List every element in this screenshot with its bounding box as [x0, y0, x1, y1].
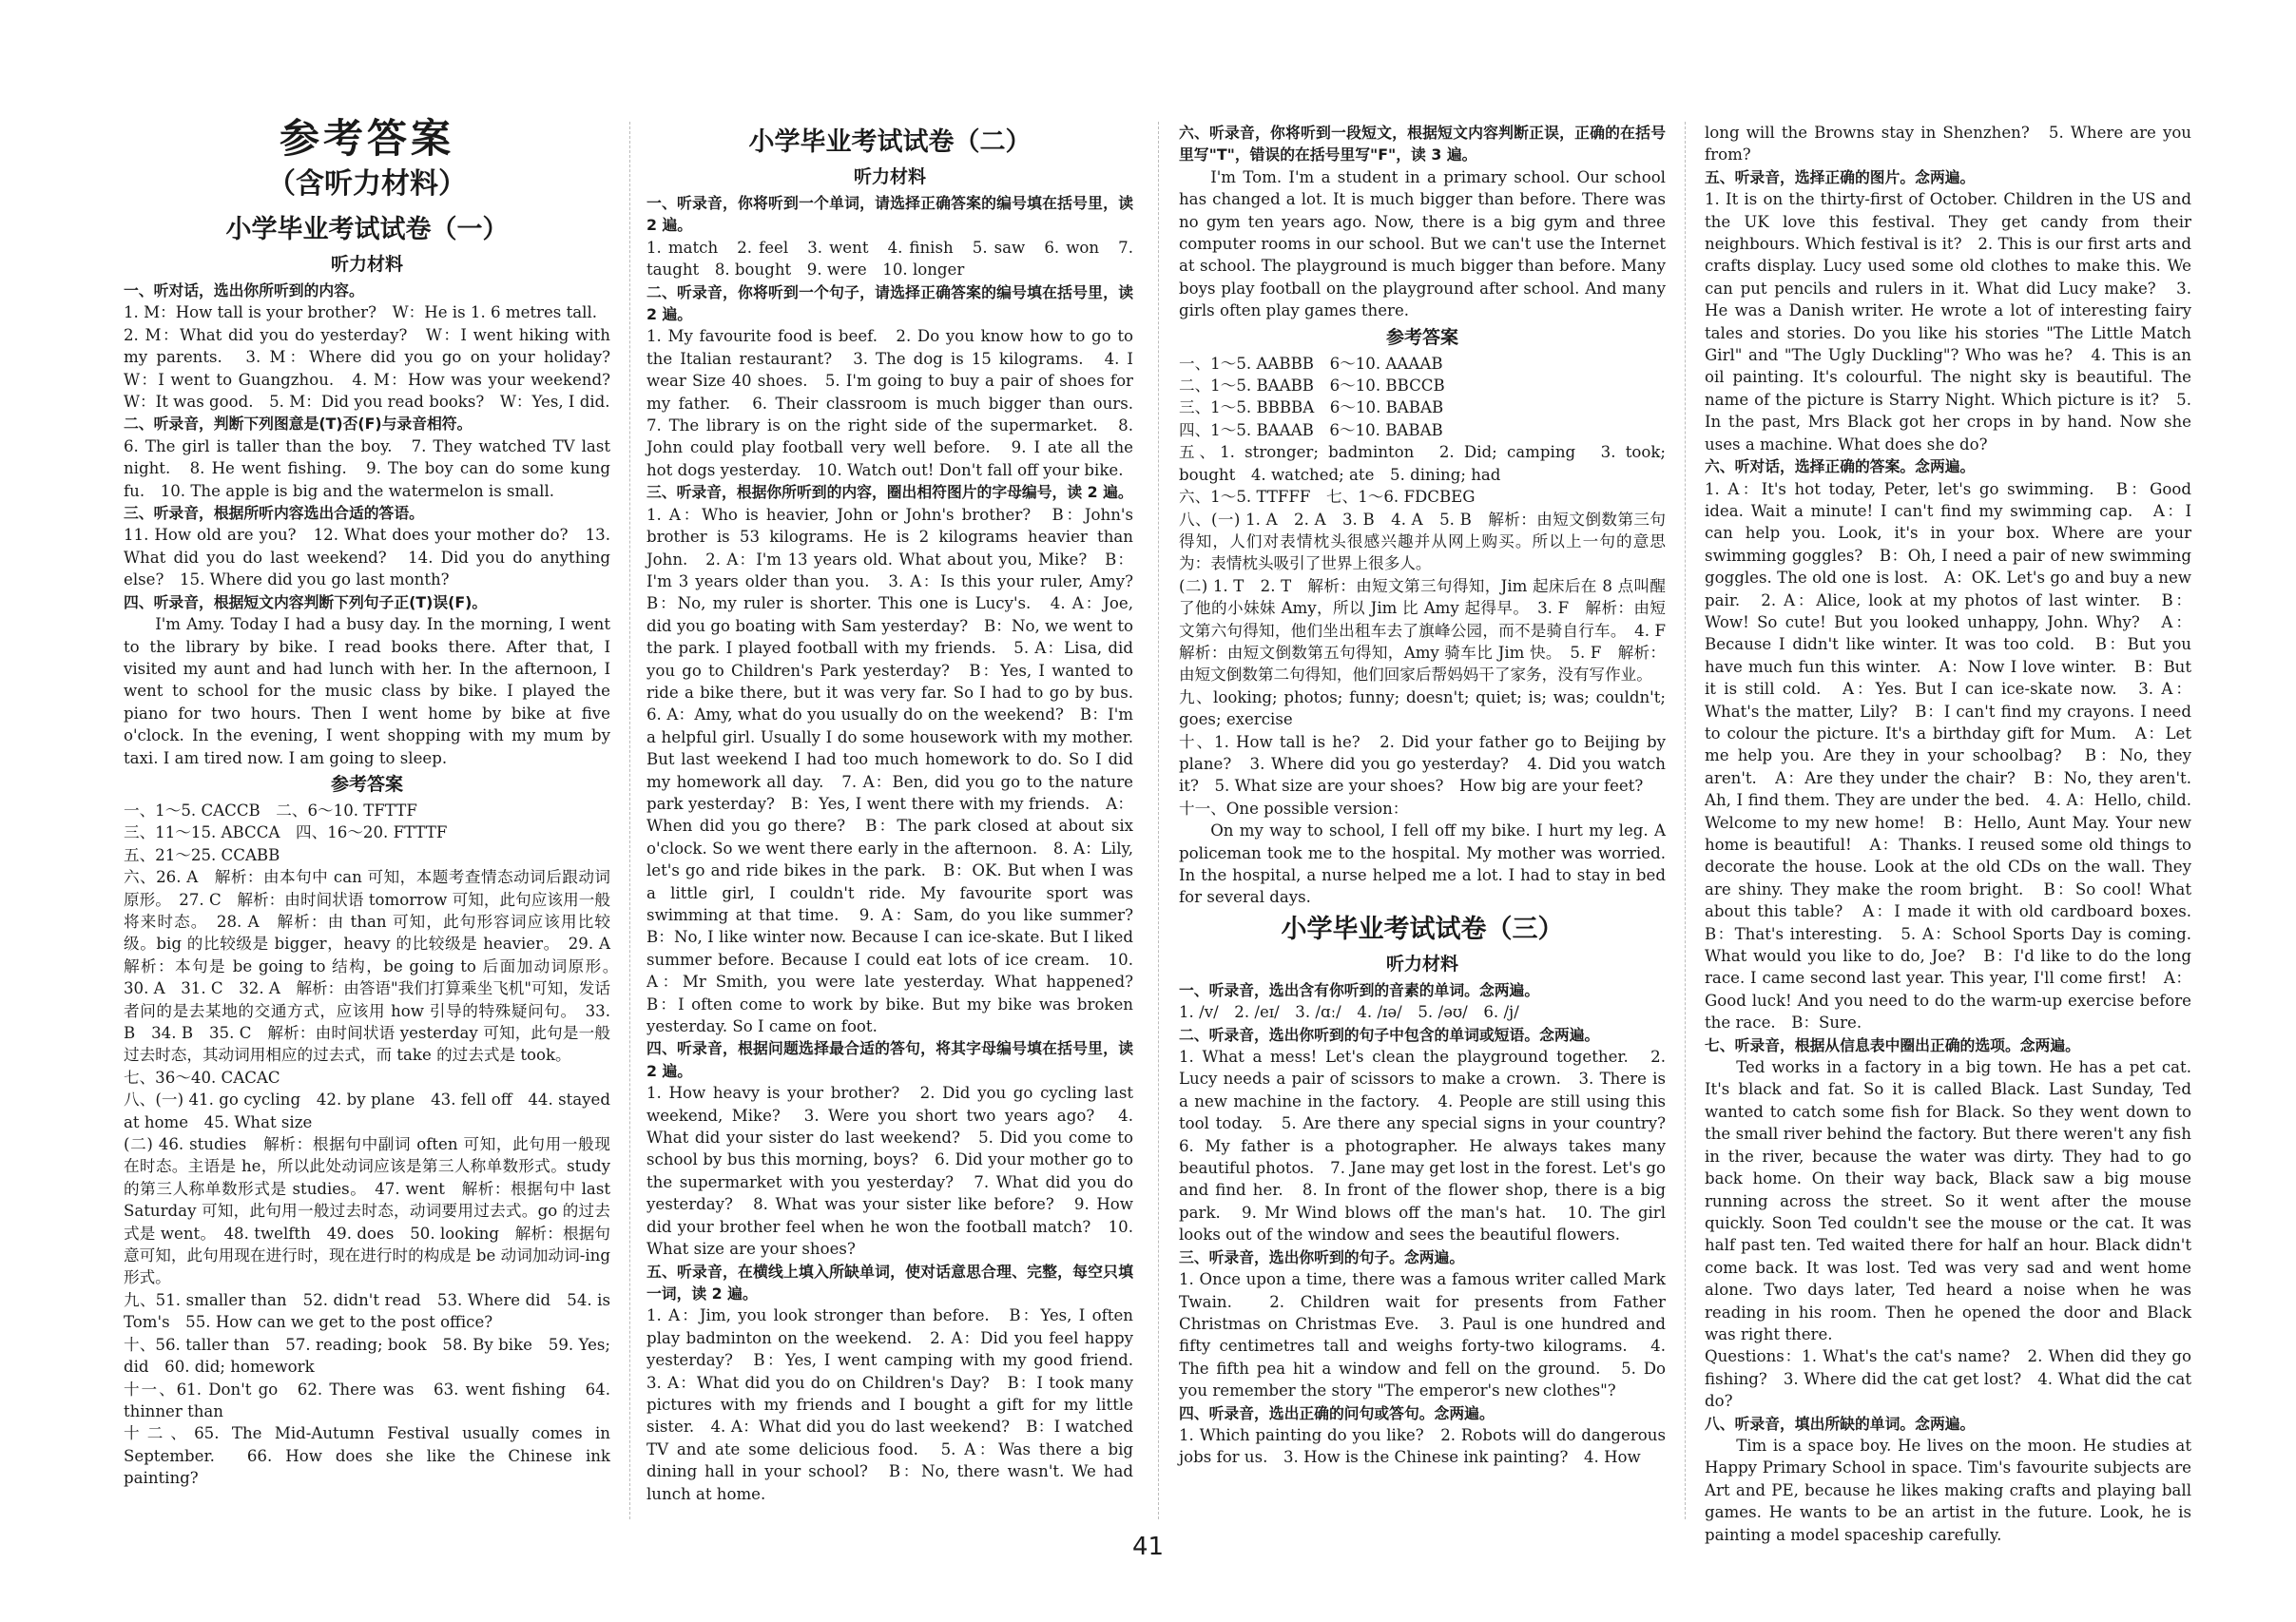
question-heading: 四、听录音，根据问题选择最合适的答句，将其字母编号填在括号里，读 2 遍。 [646, 1039, 1133, 1080]
answer-line: 四、1～5. BAAAB 6～10. BABAB [1179, 420, 1443, 439]
answer-line: 2. M：What did you do yesterday? W：I went hiking with my parents. 3. M：Where did you go on your holiday? W：I went to Guangzhou. 4. M：How was your weekend? W：It was good. 5. M：Did you read books? W：Yes, I did. [124, 325, 627, 412]
question-heading: 三、听录音，根据所听内容选出合适的答语。 [124, 504, 424, 523]
question-heading: 七、听录音，根据从信息表中圈出正确的选项。念两遍。 [1705, 1035, 2080, 1054]
answer-line: 十、56. taller than 57. reading; book 58. By bike 59. Yes; did 60. did; homework [124, 1335, 610, 1377]
answer-line: 1. Which painting do you like? 2. Robots will do dangerous jobs for us. 3. How is the Chinese ink painting? 4. How [1179, 1425, 1666, 1467]
answer-line: 三、11～15. ABCCA 四、16～20. FTTTF [124, 823, 448, 842]
answer-line: Questions：1. What's the cat's name? 2. When did they go fishing? 3. Where did the cat get lost? 4. What did the cat do? [1705, 1347, 2191, 1411]
question-heading: 四、听录音，根据短文内容判断下列句子正(T)误(F)。 [124, 592, 488, 611]
answer-line: 五、1. stronger; badminton 2. Did; camping 3. took; bought 4. watched; ate 5. dining; had [1179, 443, 1666, 484]
answer-line: 十一、One possible version： [1179, 799, 1409, 818]
answer-line: 1. How heavy is your brother? 2. Did you go cycling last weekend, Mike? 3. Were you short two years ago? 4. What did your sister do last weekend? 5. Did you come to school by bus this morning, boys? 6. Did your mother go to the supermarket with you yesterday? 7. What did you do yesterday? 8. What was your sister like before? 9. How did your brother feel when he won the football match? 10. What size are your shoes? [646, 1084, 1133, 1259]
question-heading: 五、听录音，选择正确的图片。念两遍。 [1705, 167, 1976, 186]
answer-line: 1. A：Jim, you look stronger than before. B：Yes, I often play badminton on the weekend. 2. A：Did you feel happy yesterday? B：Yes, I went camping with my good friend. 3. A：What did you do on Children's Day? B：I took many pictures with my friends and I bought a gift for my little sister. 4. A：What did you do last weekend? B：I watched TV and ate some delicious food. 5. A：Was there a big dining hall in your school? B：No, there wasn't. We had lunch at home. [646, 1306, 1149, 1503]
answer-line: 十一、61. Don't go 62. There was 63. went fishing 64. thinner than [124, 1380, 610, 1420]
paper-title: 小学毕业考试试卷（三） [1281, 914, 1564, 944]
answer-line: 三、1～5. BBBBA 6～10. BABAB [1179, 398, 1444, 417]
answer-line: 1. It is on the thirty-first of October. Children in the US and the UK love this festival. They get candy from their neighbours. Which festival is it? 2. This is our first arts and crafts display. Lucy used some old clothes to make this. We can put pencils and rulers in it. What did Lucy make? 3. He was a Danish writer. He wrote a lot of interesting fairy tales and stories. Do you like his stories "The Little Match Girl" and "The Ugly Duckling"? Who was he? 4. This is an oil painting. It's colourful. The night sky is beautiful. The name of the picture is Starry Night. Which picture is it? 5. In the past, Mrs Black got her crops in by hand. Now she uses a machine. What does she do? [1705, 190, 2191, 454]
question-heading: 六、听录音，你将听到一段短文，根据短文内容判断正误，正确的在括号里写"T"，错误的在括号里写"F"，读 3 遍。 [1179, 124, 1666, 164]
answer-line: 1. match 2. feel 3. went 4. finish 5. saw 6. won 7. taught 8. bought 9. were 10. longer [646, 238, 1133, 280]
answer-line: 六、1～5. TTFFF 七、1～6. FDCBEG [1179, 488, 1476, 507]
passage-paragraph: On my way to school, I fell off my bike. I hurt my leg. A policeman took me to the hospital. My mother was worried. In the hospital, a nurse helped me a lot. I had to stay in bed for several days. [1179, 821, 1666, 907]
answer-line: 二、1～5. BAABB 6～10. BBCCB [1179, 377, 1445, 396]
column-divider [1158, 122, 1159, 1519]
sub-title: （含听力材料） [267, 167, 467, 201]
answer-line: (二) 46. studies 解析：根据句中副词 often 可知，此句用一般现在时态。主语是 he，所以此处动词应该是第三人称单数形式。study 的第三人称单数形式是 studies。 47. went 解析：根据句中 last Saturday 可知，此句用一般过去时态，动词要用过去式。go 的过去式是 went。 48. twelfth 49. does 50. looking 解析：根据句意可知，此句用现在进行时，现在进行时的构成是 be 动词加动词-ing 形式。 [124, 1135, 610, 1287]
column-divider [629, 122, 630, 1519]
answer-line: 八、(一) 1. A 2. A 3. B 4. A 5. B 解析：由短文倒数第三句得知，人们对表情枕头很感兴趣并从网上购买。所以上一句的意思为：表情枕头吸引了世界上很多人。 [1179, 510, 1666, 573]
answer-line: long will the Browns stay in Shenzhen? 5. Where are you from? [1705, 124, 2191, 164]
question-heading: 二、听录音，你将听到一个句子，请选择正确答案的编号填在括号里，读 2 遍。 [646, 282, 1133, 324]
answer-line: 1. M：How tall is your brother? W：He is 1. 6 metres tall. [124, 303, 598, 322]
question-heading: 三、听录音，根据你所听到的内容，圈出相符图片的字母编号，读 2 遍。 [646, 483, 1133, 502]
column-2 [646, 122, 1149, 1519]
question-heading: 五、听录音，在横线上填入所缺单词，使对话意思合理、完整，每空只填一词，读 2 遍。 [646, 1262, 1133, 1303]
question-heading: 一、听录音，你将听到一个单词，请选择正确答案的编号填在括号里，读 2 遍。 [646, 194, 1133, 235]
section-title: 听力材料 [853, 166, 926, 187]
section-title: 参考答案 [1385, 326, 1458, 348]
answer-line: 十、1. How tall is he? 2. Did your father go to Beijing by plane? 3. Where did you go yesterday? 4. Did you watch it? 5. What size are your shoes? How big are your feet? [1179, 732, 1666, 796]
answer-line: 1. A：It's hot today, Peter, let's go swimming. B：Good idea. Wait a minute! I can't find my swimming cap. A：I can help you. Look, it's in your box. Where are your swimming goggles? B：Oh, I need a pair of new swimming goggles. The old one is lost. A：OK. Let's go and buy a new pair. 2. A：Alice, look at my photos of last winter. B：Wow! So cute! But you looked unhappy, John. Why? A：Because I didn't like winter. It was too cold. B：But you have much fun this winter. A：Now I love winter. B：But it is still cold. A：Yes. But I can ice-skate now. 3. A：What's the matter, Lily? B：I can't find my crayons. I need to colour the picture. It's a birthday gift for Mum. A：Let me help you. Are they in your schoolbag? B：No, they aren't. A：Are they under the chair? B：No, they aren't. Ah, I find them. They are under the bed. 4. A：Hello, child. Welcome to my new home! B：Hello, Aunt May. Your new home is beautiful! A：Thanks. I reused some old things to decorate the house. Look at the old CDs on the wall. They are shiny. They make the room bright. B：So cool! What about this table? A：I made it with old cardboard boxes. B：That's interesting. 5. A：School Sports Day is coming. What would you like to do, Joe? B：I'd like to do the long race. I came second last year. This year, I'll come first! A：Good luck! And you need to do the warm-up exercise before the race. B：Sure. [1705, 479, 2208, 1033]
answer-line: 1. /v/ 2. /eɪ/ 3. /ɑː/ 4. /ɪə/ 5. /əʊ/ 6. /j/ [1179, 1003, 1519, 1022]
passage-paragraph: I'm Amy. Today I had a busy day. In the morning, I went to the library by bike. I read books there. After that, I visited my aunt and had lunch with her. In the afternoon, I went to school for the music class by bike. I played the piano for two hours. Then I went home by bike at five o'clock. In the evening, I went shopping with my mum by taxi. I am tired now. I am going to sleep. [124, 615, 610, 767]
column-4 [1705, 122, 2208, 1544]
answer-line: 十二、65. The Mid-Autumn Festival usually comes in September. 66. How does she like the Chinese ink painting? [124, 1424, 610, 1488]
answer-line: 一、1～5. CACCB 二、6～10. TFTTF [124, 801, 417, 820]
column-1 [124, 114, 627, 1512]
answer-line: 1. A：Who is heavier, John or John's brother? B：John's brother is 53 kilograms. He is 2 kilograms heavier than John. 2. A：I'm 13 years old. What about you, Mike? B：I'm 3 years older than you. 3. A：Is this your ruler, Amy? B：No, my ruler is shorter. This one is Lucy's. 4. A：Joe, did you go boating with Sam yesterday? B：No, we went to the park. I played football with my friends. 5. A：Lisa, did you go to Children's Park yesterday? B：Yes, I wanted to ride a bike there, but it was very far. So I had to go by bus. 6. A：Amy, what do you usually do on the weekend? B：I'm a helpful girl. Usually I do some housework with my mother. But last weekend I had too much homework to do. So I did my homework all day. 7. A：Ben, did you go to the nature park yesterday? B：Yes, I went there with my friends. A：When did you go there? B：The park closed at about six o'clock. So we went there early in the afternoon. 8. A：Lily, let's go and ride bikes in the park. B：OK. But when I was a little girl, I couldn't ride. My favourite sport was swimming at that time. 9. A：Sam, do you like summer? B：No, I like winter now. Because I can ice-skate. But I liked summer before. Because I could eat lots of ice cream. 10. A：Mr Smith, you were late yesterday. What happened? B：I often come to work by bike. But my bike was broken yesterday. So I came on foot. [646, 505, 1149, 1036]
answer-line: 九、51. smaller than 52. didn't read 53. Where did 54. is Tom's 55. How can we get to the post office? [124, 1290, 610, 1332]
passage-paragraph: Tim is a space boy. He lives on the moon. He studies at Happy Primary School in space. Tim's favourite subjects are Art and PE, because he likes making crafts and playing ball games. He wants to be an artist in the future. Look, he is painting a model spaceship carefully. [1705, 1436, 2191, 1544]
question-heading: 二、听录音，选出你听到的句子中包含的单词或短语。念两遍。 [1179, 1025, 1600, 1044]
column-3 [1179, 122, 1682, 1519]
question-heading: 八、听录音，填出所缺的单词。念两遍。 [1705, 1414, 1976, 1433]
section-title: 参考答案 [330, 773, 403, 795]
passage-paragraph: Ted works in a factory in a big town. He has a pet cat. It's black and fat. So it is called Black. Last Sunday, Ted wanted to catch some fish for Black. So they went down to the small river behind the factory. But there weren't any fish in the river, because the water was dirty. They had to go back home. On their way back, Black saw a big mouse running across the street. So it went after the mouse quickly. Soon Ted couldn't see the mouse or the cat. It was half past ten. Ted waited there for half an hour. Black didn't come back. It was lost. Ted was very sad and went home alone. Two days later, Ted heard a noise when he was reading in his room. Then he opened the door and Black was right there. [1705, 1058, 2191, 1343]
answer-line: 1. Once upon a time, there was a famous writer called Mark Twain. 2. Children wait for presents from Father Christmas on Christmas Eve. 3. Paul is one hundred and fifty centimetres tall and weighs forty-two kilograms. 4. The fifth pea hit a window and fell on the ground. 5. Do you remember the story "The emperor's new clothes"? [1179, 1270, 1666, 1400]
paper-title: 小学毕业考试试卷（二） [748, 127, 1032, 157]
question-heading: 三、听录音，选出你听到的句子。念两遍。 [1179, 1247, 1465, 1266]
answer-line: 1. My favourite food is beef. 2. Do you know how to go to the Italian restaurant? 3. The dog is 15 kilograms. 4. I wear Size 40 shoes. 5. I'm going to buy a pair of shoes for my father. 6. Their classroom is much bigger than ours. 7. The library is on the right side of the supermarket. 8. John could play football very well before. 9. I ate all the hot dogs yesterday. 10. Watch out! Don't fall off your bike. [646, 327, 1149, 479]
answer-line: 九、looking; photos; funny; doesn't; quiet; is; was; couldn't; goes; exercise [1179, 687, 1666, 729]
answer-line: 八、(一) 41. go cycling 42. by plane 43. fell off 44. stayed at home 45. What size [124, 1091, 610, 1131]
question-heading: 六、听对话，选择正确的答案。念两遍。 [1705, 457, 1976, 476]
section-title: 听力材料 [330, 254, 403, 275]
question-heading: 一、听对话，选出你所听到的内容。 [124, 281, 364, 299]
answer-line: 一、1～5. AABBB 6～10. AAAAB [1179, 354, 1443, 373]
page-number: 41 [1131, 1533, 1165, 1561]
question-heading: 一、听录音，选出含有你听到的音素的单词。念两遍。 [1179, 980, 1540, 999]
question-heading: 四、听录音，选出正确的问句或答句。念两遍。 [1179, 1403, 1495, 1422]
question-heading: 二、听录音，判断下列图意是(T)否(F)与录音相符。 [124, 415, 473, 434]
answer-line: (二) 1. T 2. T 解析：由短文第三句得知，Jim 起床后在 8 点叫醒了他的小妹妹 Amy，所以 Jim 比 Amy 起得早。 3. F 解析：由短文第六句得知，他们坐出租车去了旗峰公园，而不是骑自行车。 4. F 解析：由短文倒数第五句得知，Amy 骑车比 Jim 快。 5. F 解析：由短文倒数第二句得知，他们回家后帮妈妈干了家务，没有写作业。 [1179, 576, 1682, 685]
column-divider [1685, 122, 1686, 1519]
answer-line: 1. What a mess! Let's clean the playground together. 2. Lucy needs a pair of scissors to make a crown. 3. There is a new machine in the factory. 4. People are still using this tool today. 5. Are there any special signs in your country? 6. My father is a photographer. He always takes many beautiful photos. 7. Jane may get lost in the forest. Let's go and find her. 8. In front of the flower shop, there is a big park. 9. Mr Wind blows off the man's hat. 10. The girl looks out of the window and sees the beautiful flowers. [1179, 1048, 1682, 1245]
answer-line: 11. How old are you? 12. What does your mother do? 13. What did you do last weekend? 14. Did you do anything else? 15. Where did you go last month? [124, 526, 610, 589]
answer-line: 六、26. A 解析：由本句中 can 可知，本题考查情态动词后跟动词原形。 27. C 解析：由时间状语 tomorrow 可知，此句应该用一般将来时态。 28. A 解析：由 than 可知，此句形容词应该用比较级。big 的比较级是 bigger，heavy 的比较级是 heavier。 29. A 解析：本句是 be going to 结构，be going to 后面加动词原形。 30. A 31. C 32. A 解析：由答语"我们打算乘坐飞机"可知，发话者问的是去某地的交通方式，应该用 how 引导的特殊疑问句。 33. B 34. B 35. C 解析：由时间状语 yesterday 可知，此句是一般过去时态，其动词用相应的过去式，而 take 的过去式是 took。 [124, 868, 627, 1065]
passage-paragraph: I'm Tom. I'm a student in a primary school. Our school has changed a lot. It is much bigger than before. There was no gym ten years ago. Now, there is a big gym and three computer rooms in our school. But we can't use the Internet at school. The playground is much bigger than before. Many boys play football on the playground after school. And many girls often play games there. [1179, 167, 1666, 320]
main-title: 参考答案 [279, 115, 454, 162]
answer-line: 6. The girl is taller than the boy. 7. They watched TV last night. 8. He went fishing. 9. The boy can do some kung fu. 10. The apple is big and the watermelon is small. [124, 436, 610, 500]
section-title: 听力材料 [1385, 953, 1458, 975]
paper-title: 小学毕业考试试卷（一） [225, 215, 509, 244]
answer-line: 七、36～40. CACAC [124, 1068, 280, 1087]
answer-line: 五、21～25. CCABB [124, 845, 280, 864]
